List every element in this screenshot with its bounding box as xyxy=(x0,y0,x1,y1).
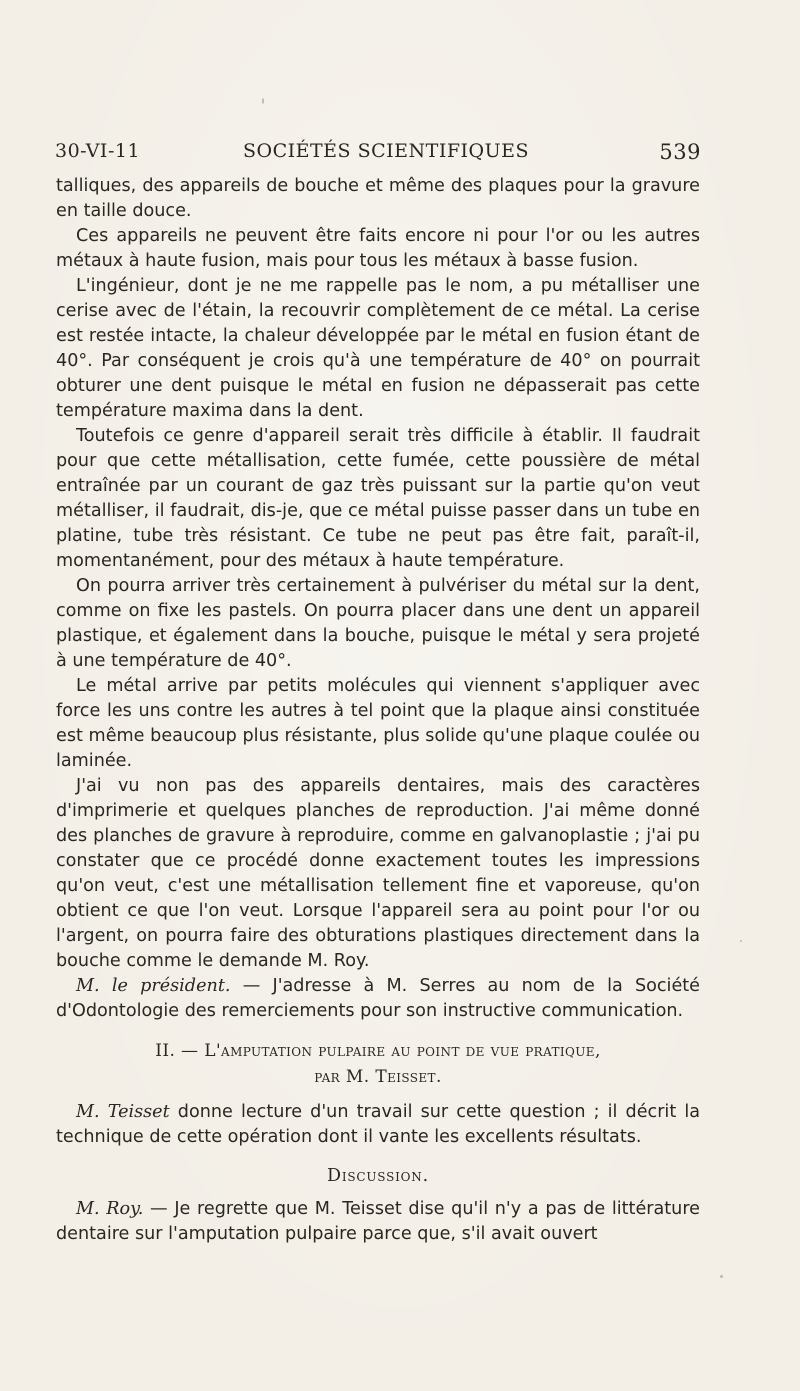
paragraph: J'ai vu non pas des appareils dentaires, mais des caractères d'imprimerie et quelques planches de reproduction. J'ai même donné des planches de gravure à reproduire, comme en galvanoplastie ; j'ai pu constater que ce procédé donne exactement toutes les impressions qu'on veut, c'est une métallisation tellement fine et vaporeuse, qu'on obtient ce que l'on veut. Lorsque l'appareil sera au point pour l'or ou l'argent, on pourra faire des obturations plastiques directement dans la bouche comme le demande M. Roy. xyxy=(56,776,700,971)
page-number: 539 xyxy=(659,140,701,164)
discussion-heading: Discussion. xyxy=(327,1166,429,1186)
teisset-paragraph xyxy=(56,1100,700,1150)
section-title-line-1: II. — L'amputation pulpaire au point de vue pratique, xyxy=(155,1041,601,1061)
section-title-line-2: par M. Teisset. xyxy=(314,1067,442,1087)
paragraph: Toutefois ce genre d'appareil serait très difficile à établir. Il faudrait pour que cette métallisation, cette fumée, cette poussière de métal entraînée par un courant de gaz très puissant sur la partie qu'on veut métalliser, il faudrait, dis-je, que ce métal puisse passer dans un tube en platine, tube très résistant. Ce tube ne peut pas être fait, paraît-il, momentanément, pour des métaux à haute température. xyxy=(56,426,700,571)
paragraph: Ces appareils ne peuvent être faits encore ni pour l'or ou les autres métaux à haute fusion, mais pour tous les métaux à basse fusion. xyxy=(56,226,700,271)
teisset-text: donne lecture d'un travail sur cette question ; il décrit la technique de cette opération dont il vante les excellents résultats. xyxy=(56,1102,700,1147)
paper-speck xyxy=(740,940,742,942)
president-text: — J'adresse à M. Serres au nom de la Société d'Odontologie des remerciements pour son instructive communication. xyxy=(56,976,700,1021)
speaker-roy: M. Roy. xyxy=(76,1199,144,1219)
paragraph: L'ingénieur, dont je ne me rappelle pas le nom, a pu métalliser une cerise avec de l'étain, la recouvrir complètement de ce métal. La cerise est restée intacte, la chaleur développée par le métal en fusion étant de 40°. Par conséquent je crois qu'à une température de 40° on pourrait obturer une dent puisque le métal en fusion ne dépasserait pas cette température maxima dans la dent. xyxy=(56,276,700,421)
speaker-president: M. le président. xyxy=(76,976,231,996)
paragraph: Le métal arrive par petits molécules qui viennent s'appliquer avec force les uns contre les autres à tel point que la plaque ainsi constituée est même beaucoup plus résistante, plus solide qu'une plaque coulée ou laminée. xyxy=(56,676,700,771)
roy-paragraph xyxy=(56,1197,700,1247)
paragraph: On pourra arriver très certainement à pulvériser du métal sur la dent, comme on fixe les pastels. On pourra placer dans une dent un appareil plastique, et également dans la bouche, puisque le métal y sera projeté à une température de 40°. xyxy=(56,576,700,671)
president-remark xyxy=(56,974,700,1024)
section-title xyxy=(56,1038,700,1090)
running-head xyxy=(55,140,701,170)
body-text xyxy=(56,174,700,1247)
roy-text: — Je regrette que M. Teisset dise qu'il n'y a pas de littérature dentaire sur l'amputation pulpaire parce que, s'il avait ouvert xyxy=(56,1199,700,1244)
paragraph: talliques, des appareils de bouche et même des plaques pour la gravure en taille douce. xyxy=(56,176,700,221)
paper-speck xyxy=(720,1275,723,1278)
paper-speck xyxy=(262,98,264,104)
speaker-teisset: M. Teisset xyxy=(76,1102,170,1122)
header-title: SOCIÉTÉS SCIENTIFIQUES xyxy=(243,140,529,162)
header-date: 30-VI-11 xyxy=(55,140,141,162)
